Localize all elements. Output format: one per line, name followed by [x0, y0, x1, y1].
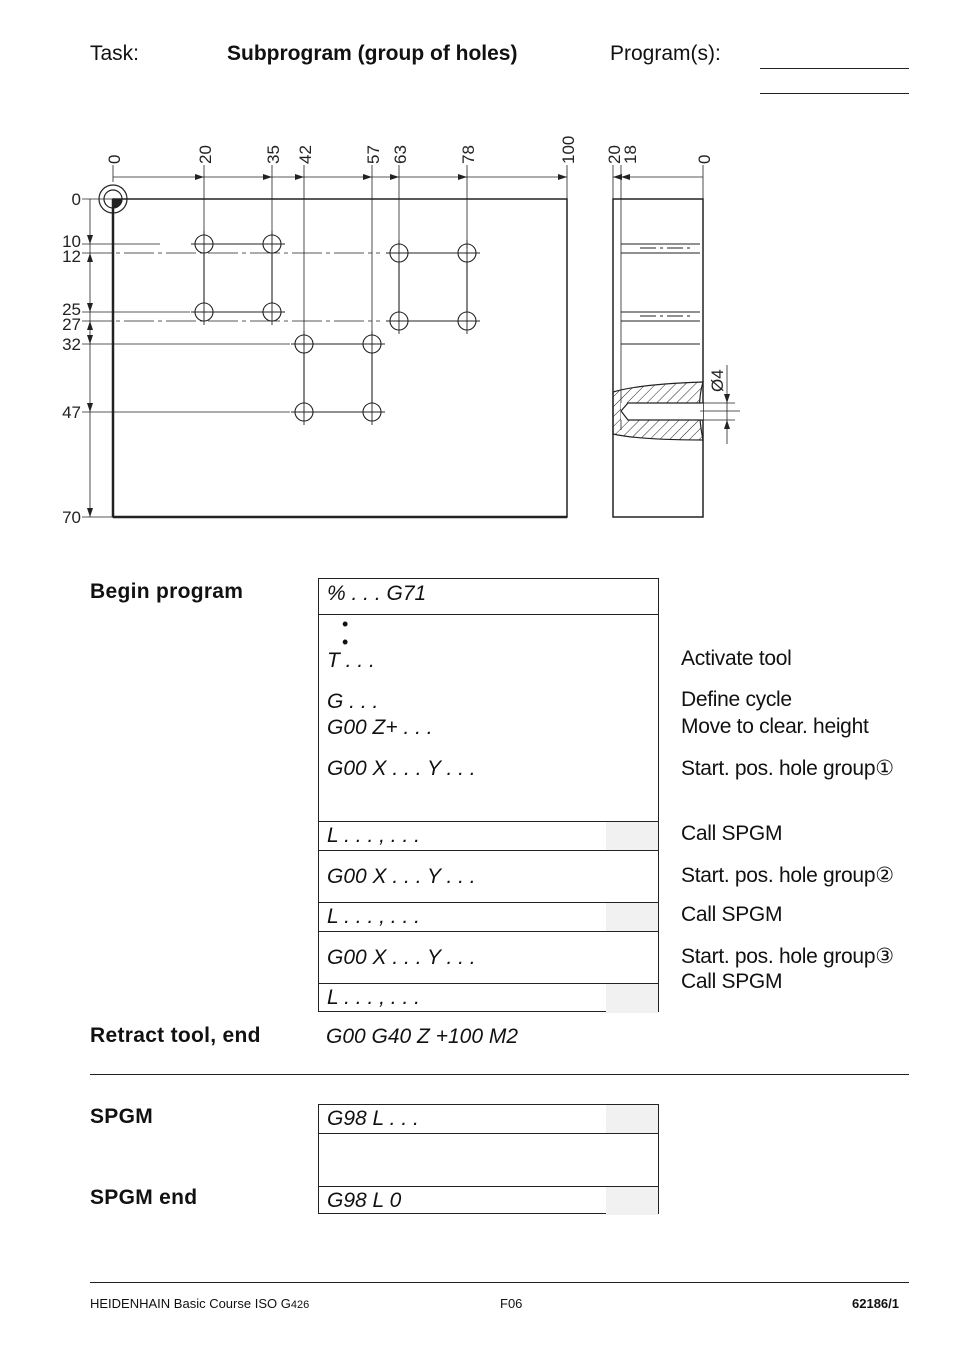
hole-group-2: [390, 244, 476, 330]
task-label: Task:: [90, 42, 140, 65]
dim-y-27: 27: [62, 315, 81, 334]
hole-group-3: [295, 335, 381, 421]
dim-side-0: 0: [695, 154, 714, 164]
dim-x-100: 100: [559, 135, 578, 164]
spgm-end-code[interactable]: G98 L 0: [327, 1189, 402, 1212]
task-title: Subprogram (group of holes): [227, 42, 518, 65]
comment-activate-tool: Activate tool: [681, 647, 792, 670]
dim-x-0: 0: [105, 154, 124, 164]
dim-x-42: 42: [296, 145, 315, 164]
footer-rule: [90, 1282, 909, 1283]
comment-start-pos-3: Start. pos. hole group③: [681, 945, 894, 968]
dim-x-63: 63: [391, 145, 410, 164]
pos2-code[interactable]: G00 X . . . Y . . .: [327, 865, 476, 888]
retract-label: Retract tool, end: [90, 1024, 261, 1047]
comment-start-pos-1: Start. pos. hole group①: [681, 757, 894, 780]
workpiece-drawing: [0, 0, 954, 540]
pos1-code[interactable]: G00 X . . . Y . . .: [327, 757, 476, 780]
dim-y-25: 25: [62, 300, 81, 319]
hole-group-1: [195, 235, 281, 321]
dim-y-32: 32: [62, 335, 81, 354]
pos3-code[interactable]: G00 X . . . Y . . .: [327, 946, 476, 969]
spgm-end-label: SPGM end: [90, 1186, 198, 1209]
dots: • •: [342, 614, 349, 652]
dim-y-10: 10: [62, 232, 81, 251]
tool-code[interactable]: T . . .: [327, 649, 375, 672]
workpiece-outline: [113, 199, 567, 517]
begin-code[interactable]: % . . . G71: [327, 582, 427, 605]
programs-label: Program(s):: [610, 42, 721, 65]
dim-y-0: 0: [71, 190, 81, 209]
dim-y-12: 12: [62, 247, 81, 266]
dim-y-47: 47: [62, 403, 81, 422]
call3-code[interactable]: L . . . , . . .: [327, 986, 420, 1009]
begin-program-label: Begin program: [90, 580, 244, 603]
spgm-table: [318, 1104, 659, 1214]
footer-left: HEIDENHAIN Basic Course ISO G426: [90, 1296, 310, 1311]
dim-x-57: 57: [364, 145, 383, 164]
program-table: [318, 578, 659, 1012]
comment-call-2: Call SPGM: [681, 903, 783, 926]
cycle-code[interactable]: G . . .: [327, 690, 379, 713]
dim-side-20: 20: [605, 145, 624, 164]
dim-y-70: 70: [62, 508, 81, 527]
spgm-start-code[interactable]: G98 L . . .: [327, 1107, 419, 1130]
comment-define-cycle: Define cycle: [681, 688, 792, 711]
dim-x-78: 78: [459, 145, 478, 164]
side-view-outline: [613, 199, 703, 517]
spgm-label: SPGM: [90, 1105, 154, 1128]
dim-side-18: 18: [621, 145, 640, 164]
clear-height-code[interactable]: G00 Z+ . . .: [327, 716, 433, 739]
footer-page: F06: [500, 1296, 523, 1311]
comment-call-3: Call SPGM: [681, 970, 783, 993]
call1-code[interactable]: L . . . , . . .: [327, 824, 420, 847]
call2-code[interactable]: L . . . , . . .: [327, 905, 420, 928]
dim-diameter: Ø4: [708, 369, 727, 392]
comment-call-1: Call SPGM: [681, 822, 783, 845]
comment-start-pos-2: Start. pos. hole group②: [681, 864, 894, 887]
dim-x-20: 20: [196, 145, 215, 164]
comment-move-clear: Move to clear. height: [681, 715, 869, 738]
retract-code[interactable]: G00 G40 Z +100 M2: [326, 1025, 519, 1048]
dim-x-35: 35: [264, 145, 283, 164]
section-divider: [90, 1074, 909, 1075]
footer-code: 62186/1: [852, 1296, 899, 1311]
